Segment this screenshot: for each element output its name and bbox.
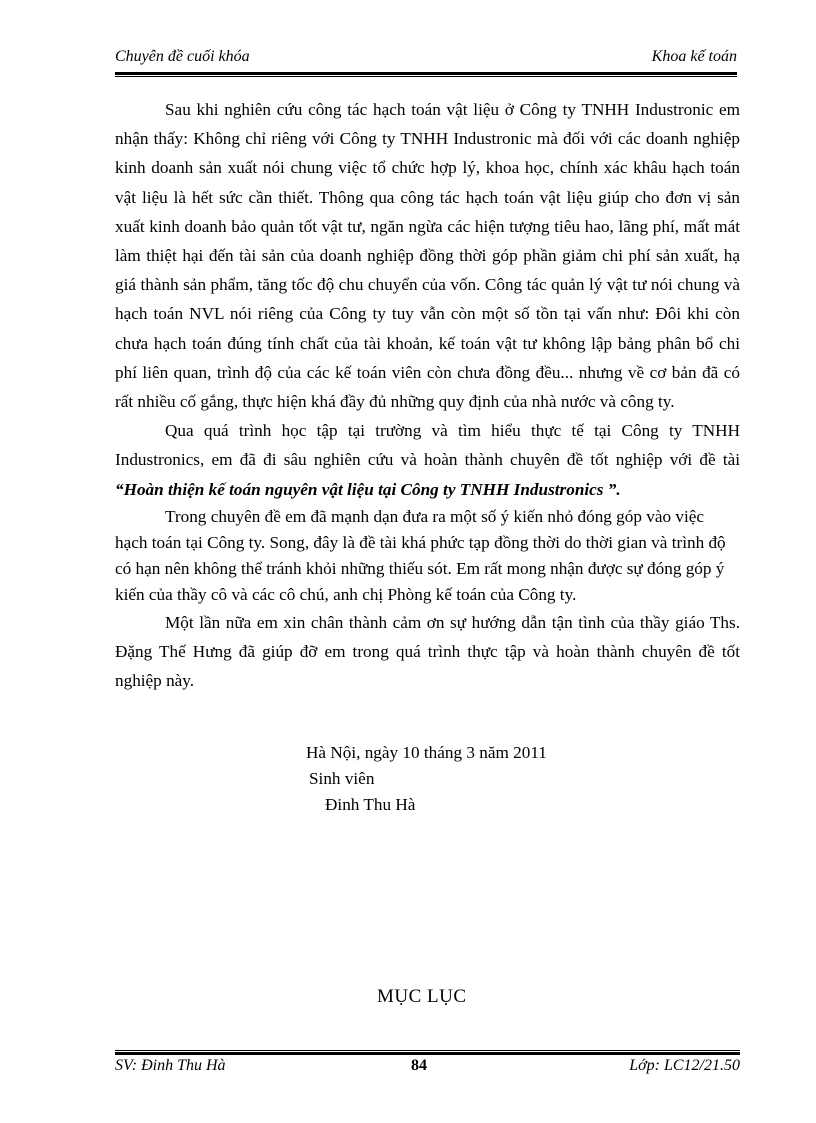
conclusion-paragraph-1: Sau khi nghiên cứu công tác hạch toán vật liệu ở Công ty TNHH Industronic em nhận thấy: Không chỉ riêng với Công ty TNHH Industronic mà đối với các doanh nghiệp kinh doanh sản xuất nói chung việc tổ chức hợp lý, khoa học, chính xác khâu hạch toán vật liệu là hết sức cần thiết. Thông qua công tác hạch toán vật liệu giúp cho đơn vị sản xuất kinh doanh bảo quản tốt vật tư, ngăn ngừa các hiện tượng tiêu hao, lãng phí, mất mát làm thiệt hại đến tài sản của doanh nghiệp đồng thời góp phần giảm chi phí sản xuất, hạ giá thành sản phẩm, tăng tốc độ chu chuyển của vốn. Công tác quản lý vật tư nói chung và hạch toán NVL nói riêng của Công ty tuy vẫn còn một số tồn tại vấn như: Đôi khi còn chưa hạch toán đúng tính chất của tài khoản, kế toán vật tư không lập bảng phân bổ chi phí liên quan, trình độ của các kế toán viên còn chưa đồng đều... nhưng về cơ bản đã có rất nhiều cố gắng, thực hiện khá đầy đủ những quy định của nhà nước và công ty. [115, 100, 740, 412]
page-footer [115, 1057, 740, 1079]
header-department: Khoa kế toán [651, 48, 737, 65]
signature-place-date: Hà Nội, ngày 10 tháng 3 năm 2011 [306, 743, 547, 762]
table-of-contents-heading: MỤC LỤC [377, 986, 467, 1007]
page-number: 84 [411, 1057, 427, 1074]
header-course-title: Chuyên đề cuối khóa [115, 48, 250, 65]
thesis-topic-title: “Hoàn thiện kế toán nguyên vật liệu tại Công ty TNHH Industronics ”. [115, 479, 621, 499]
header-rule [115, 72, 737, 77]
footer-student-name: SV: Đinh Thu Hà [115, 1057, 226, 1074]
conclusion-paragraph-2 [115, 416, 740, 504]
page-header [115, 48, 737, 72]
conclusion-paragraph-4: Một lần nữa em xin chân thành cảm ơn sự hướng dẫn tận tình của thầy giáo Ths. Đặng Thế Hưng đã giúp đỡ em trong quá trình thực tập và hoàn thành chuyên đề tốt nghiệp này. [115, 612, 740, 691]
footer-rule [115, 1050, 740, 1055]
signature-role: Sinh viên [309, 769, 375, 788]
signature-name: Đinh Thu Hà [325, 795, 416, 814]
document-body [115, 95, 740, 695]
signature-block [306, 740, 547, 818]
paragraph-2-lead: Qua quá trình học tập tại trường và tìm hiểu thực tế tại Công ty TNHH Industronics, em đã đi sâu nghiên cứu và hoàn thành chuyên đề tốt nghiệp với đề tài [115, 421, 740, 470]
footer-class-code: Lớp: LC12/21.50 [629, 1057, 740, 1074]
conclusion-paragraph-3: Trong chuyên đề em đã mạnh dạn đưa ra một số ý kiến nhỏ đóng góp vào việc hạch toán tại Công ty. Song, đây là đề tài khá phức tạp đồng thời do thời gian và trình độ có hạn nên không thể tránh khỏi những thiếu sót. Em rất mong nhận được sự đóng góp ý kiến của thầy cô và các cô chú, anh chị Phòng kế toán của Công ty. [115, 506, 726, 604]
